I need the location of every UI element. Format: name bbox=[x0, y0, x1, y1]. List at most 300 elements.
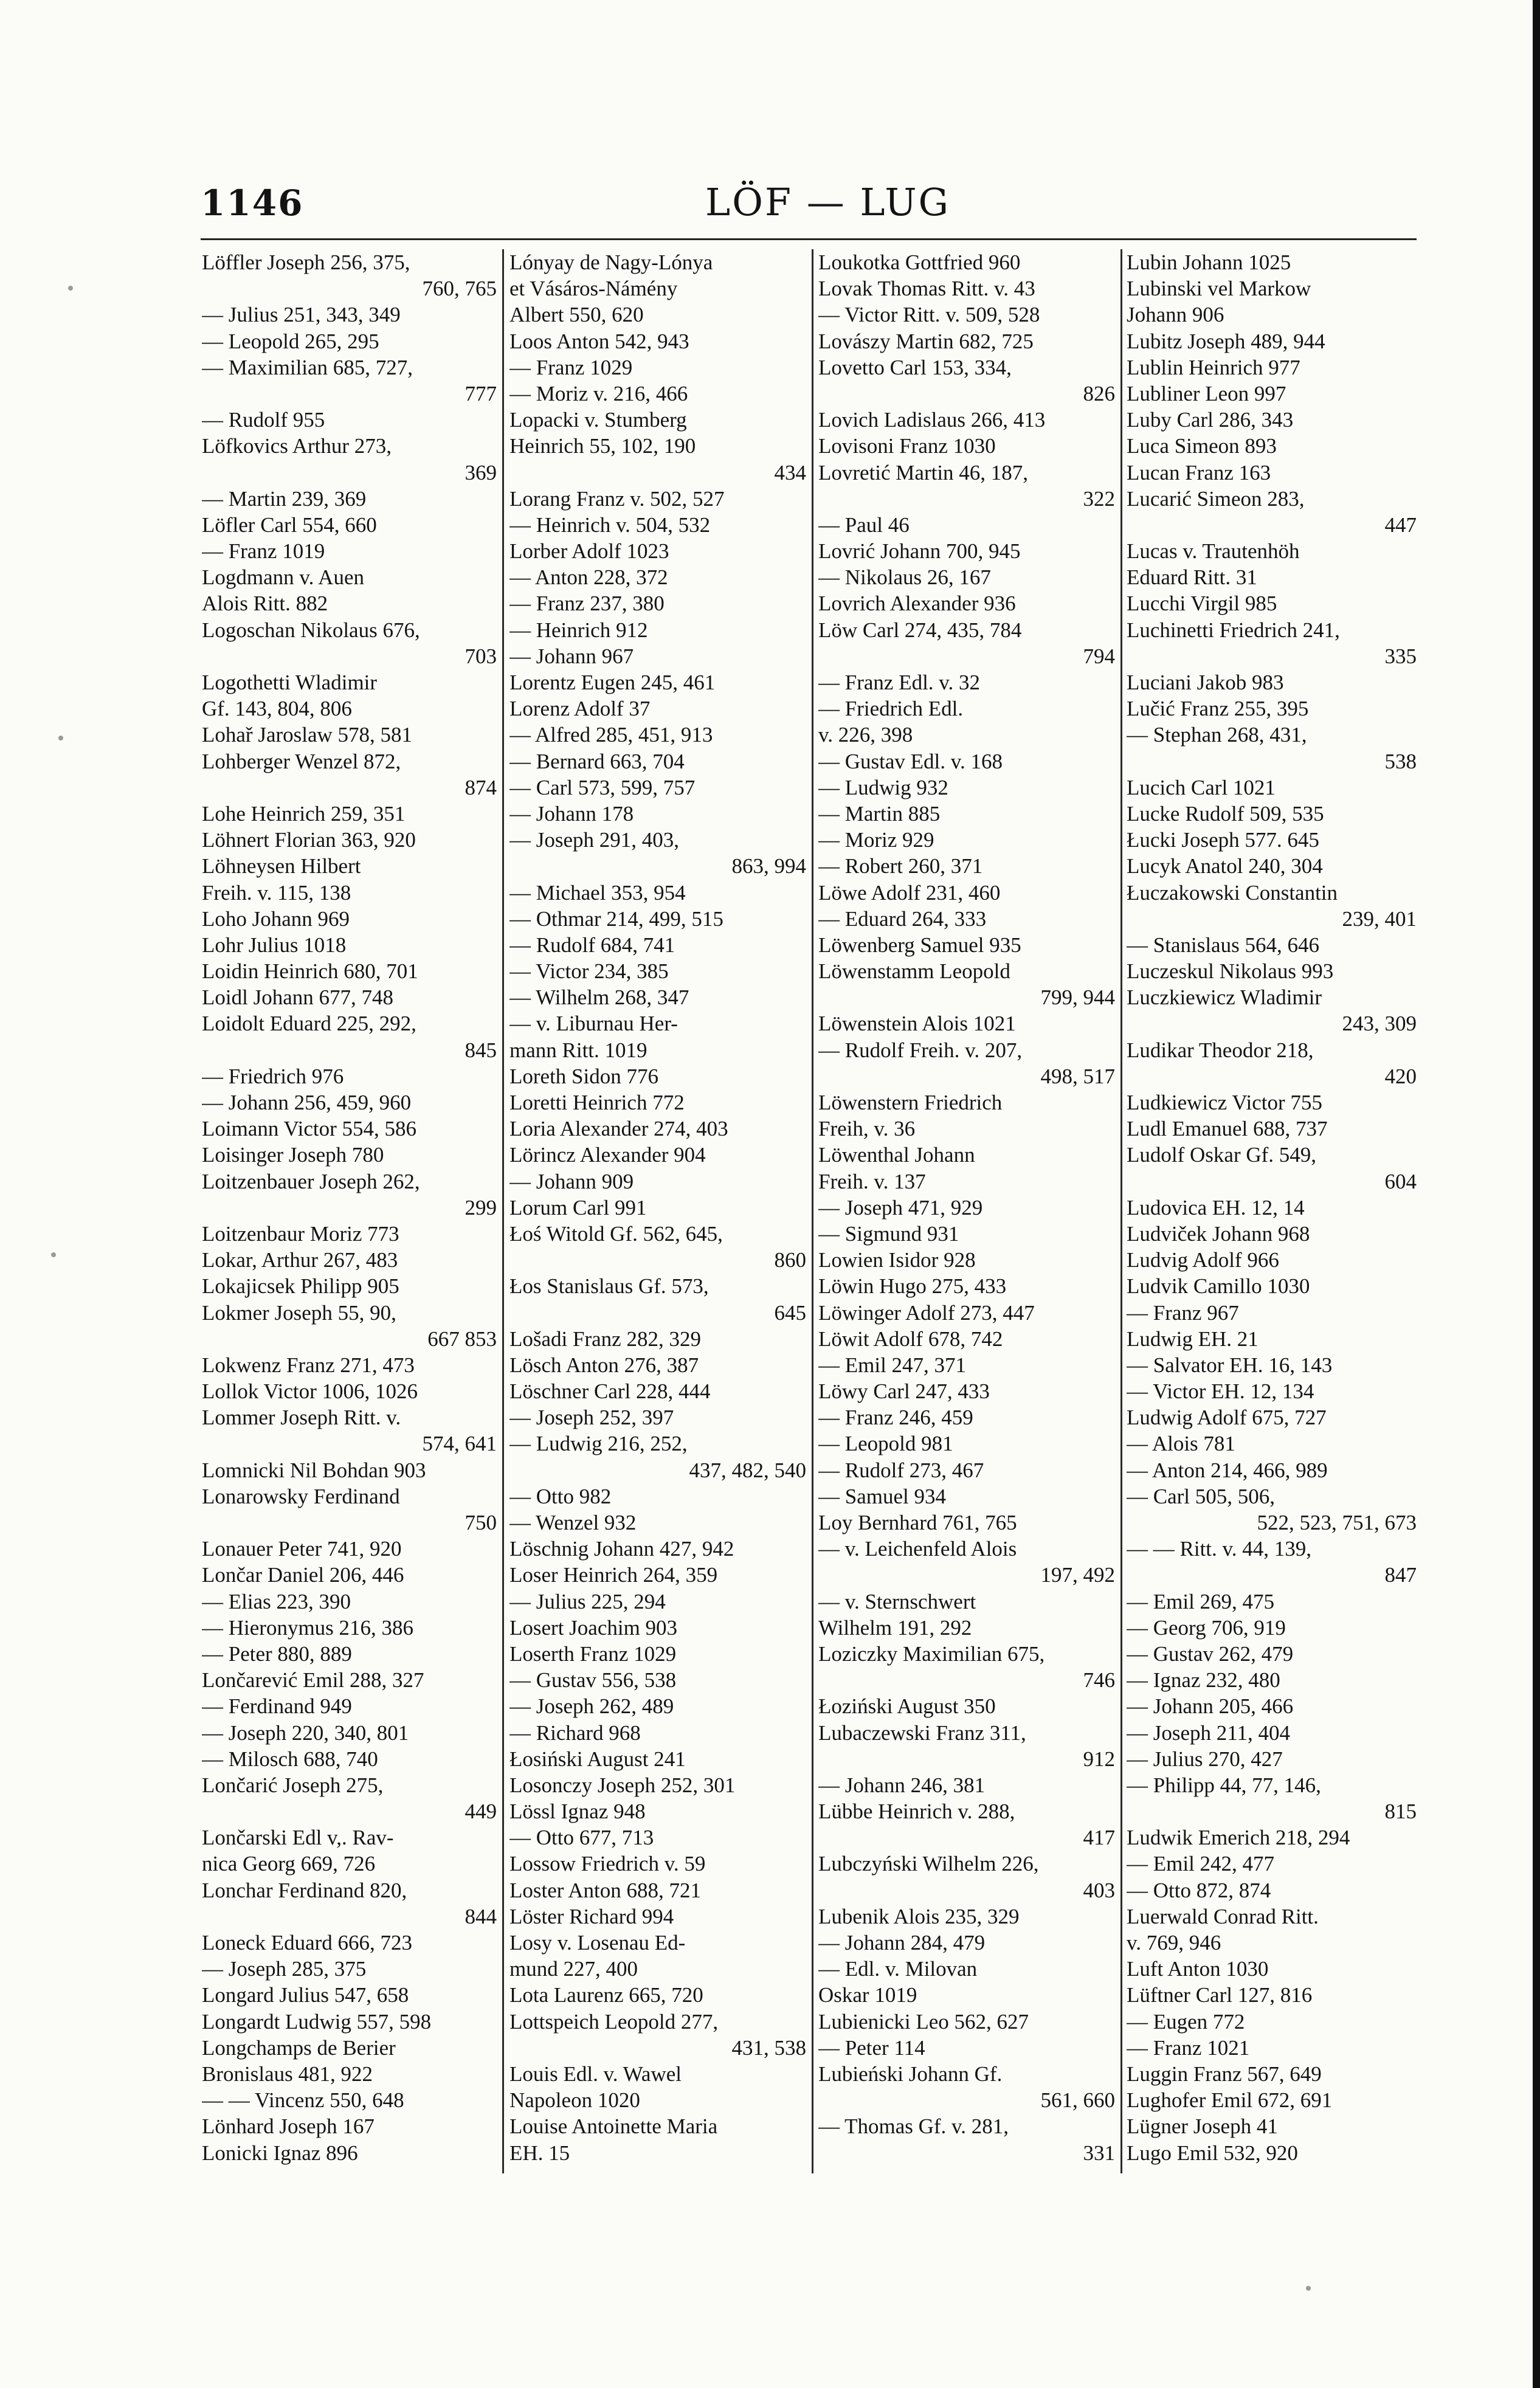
index-entry: Gf. 143, 804, 806 bbox=[202, 697, 352, 721]
index-entry: Longardt Ludwig 557, 598 bbox=[202, 2009, 432, 2034]
index-entry: Lorentz Eugen 245, 461 bbox=[509, 671, 716, 694]
index-entry: Loitzenbaur Moriz 773 bbox=[202, 1221, 399, 1246]
index-entry: Lónyay de Nagy-Lónya bbox=[509, 250, 713, 274]
entry-continuation: 434 bbox=[774, 460, 806, 485]
index-entry: Lucchi Virgil 985 bbox=[1127, 592, 1277, 616]
header-rule bbox=[201, 238, 1417, 240]
index-entry: — Joseph 471, 929 bbox=[818, 1195, 983, 1220]
index-entry: Löw Carl 274, 435, 784 bbox=[818, 618, 1022, 642]
index-entry: v. 226, 398 bbox=[818, 723, 913, 747]
index-entry: mund 227, 400 bbox=[509, 1957, 638, 1981]
index-entry: — Milosch 688, 740 bbox=[202, 1747, 378, 1771]
index-entry: Löwe Adolf 231, 460 bbox=[818, 880, 1001, 905]
index-entry: Lucke Rudolf 509, 535 bbox=[1127, 801, 1324, 826]
index-entry: Loy Bernhard 761, 765 bbox=[818, 1511, 1017, 1534]
index-entry: — Johann 205, 466 bbox=[1127, 1694, 1294, 1719]
entry-continuation: 863, 994 bbox=[731, 854, 806, 878]
index-entry: — Samuel 934 bbox=[818, 1484, 946, 1508]
index-entry: — Otto 677, 713 bbox=[509, 1826, 654, 1850]
index-entry: Logdmann v. Auen bbox=[202, 565, 364, 590]
index-entry: Lucas v. Trautenhöh bbox=[1127, 539, 1300, 564]
index-entry: Louis Edl. v. Wawel bbox=[509, 2062, 682, 2086]
index-entry: — Gustav Edl. v. 168 bbox=[818, 749, 1003, 773]
index-entry: — Victor EH. 12, 134 bbox=[1127, 1379, 1314, 1404]
index-entry: Lubczyński Wilhelm 226, bbox=[818, 1852, 1039, 1876]
index-entry: Loser Heinrich 264, 359 bbox=[509, 1563, 718, 1587]
index-entry: Lučić Franz 255, 395 bbox=[1127, 697, 1309, 721]
index-entry: Lovich Ladislaus 266, 413 bbox=[818, 408, 1046, 432]
index-entry: Loreth Sidon 776 bbox=[509, 1064, 658, 1088]
index-entry: Lublin Heinrich 977 bbox=[1127, 355, 1300, 379]
index-entry: — Eugen 772 bbox=[1127, 2009, 1245, 2034]
index-entry: Lubaczewski Franz 311, bbox=[818, 1720, 1026, 1745]
index-entry: Loho Johann 969 bbox=[202, 906, 350, 931]
index-entry: — Franz 967 bbox=[1127, 1300, 1239, 1325]
index-entry: Ludwik Emerich 218, 294 bbox=[1127, 1826, 1350, 1850]
index-entry: Logoschan Nikolaus 676, bbox=[202, 618, 420, 642]
index-entry: Löwy Carl 247, 433 bbox=[818, 1379, 990, 1404]
index-entry: Łos Stanislaus Gf. 573, bbox=[509, 1274, 709, 1299]
index-entry: Longard Julius 547, 658 bbox=[202, 1983, 409, 2007]
index-entry: Freih. v. 137 bbox=[818, 1169, 926, 1193]
index-entry: v. 769, 946 bbox=[1127, 1931, 1221, 1955]
index-entry: — Edl. v. Milovan bbox=[818, 1957, 978, 1981]
index-entry: — Leopold 981 bbox=[818, 1432, 953, 1456]
entry-continuation: 403 bbox=[1083, 1878, 1115, 1902]
index-entry: Lorum Carl 991 bbox=[509, 1195, 647, 1220]
index-entry: Lovrich Alexander 936 bbox=[818, 592, 1016, 616]
index-entry: — Moriz 929 bbox=[818, 828, 934, 852]
index-entry: — Franz 1029 bbox=[509, 355, 633, 379]
index-entry: mann Ritt. 1019 bbox=[509, 1038, 647, 1062]
index-entry: Logothetti Wladimir bbox=[202, 671, 378, 694]
index-entry: Ludvig Adolf 966 bbox=[1127, 1248, 1279, 1272]
index-entry: Łoziński August 350 bbox=[818, 1694, 996, 1719]
index-entry: Luggin Franz 567, 649 bbox=[1127, 2062, 1322, 2086]
index-entry: — Johann 178 bbox=[509, 801, 634, 826]
index-entry: Ludl Emanuel 688, 737 bbox=[1127, 1117, 1328, 1141]
index-entry: Lughofer Emil 672, 691 bbox=[1127, 2088, 1333, 2113]
entry-continuation: 239, 401 bbox=[1342, 906, 1417, 931]
index-entry: — Joseph 252, 397 bbox=[509, 1406, 674, 1430]
index-entry: Lohař Jaroslaw 578, 581 bbox=[202, 723, 413, 747]
entry-continuation: 243, 309 bbox=[1342, 1012, 1417, 1036]
index-entry: Lohr Julius 1018 bbox=[202, 933, 347, 957]
index-entry: — Hieronymus 216, 386 bbox=[202, 1615, 414, 1640]
index-entry: Löster Richard 994 bbox=[509, 1904, 674, 1928]
index-entry: Łucki Joseph 577. 645 bbox=[1127, 828, 1319, 852]
index-entry: Löfler Carl 554, 660 bbox=[202, 512, 377, 537]
index-entry: Ludolf Oskar Gf. 549, bbox=[1127, 1143, 1317, 1167]
index-entry: — Anton 228, 372 bbox=[509, 565, 668, 590]
index-entry: — — Vincenz 550, 648 bbox=[202, 2088, 404, 2113]
index-entry: — Gustav 556, 538 bbox=[509, 1668, 677, 1693]
index-entry: Luczeskul Nikolaus 993 bbox=[1127, 959, 1334, 984]
index-entry: Bronislaus 481, 922 bbox=[202, 2062, 373, 2086]
index-entry: Lowien Isidor 928 bbox=[818, 1248, 976, 1272]
entry-continuation: 815 bbox=[1384, 1800, 1417, 1824]
index-entry: — Victor Ritt. v. 509, 528 bbox=[818, 303, 1040, 327]
index-entry: — Franz 1019 bbox=[202, 539, 325, 564]
index-entry: Luczkiewicz Wladimir bbox=[1127, 985, 1322, 1010]
index-entry: Löwenthal Johann bbox=[818, 1143, 975, 1167]
entry-continuation: 574, 641 bbox=[422, 1432, 497, 1456]
index-entry: — Stanislaus 564, 646 bbox=[1127, 933, 1319, 957]
index-entry: Lörincz Alexander 904 bbox=[509, 1143, 706, 1167]
index-entry: Lübbe Heinrich v. 288, bbox=[818, 1800, 1015, 1824]
index-entry: Lucan Franz 163 bbox=[1127, 460, 1271, 485]
index-entry: et Vásáros-Námény bbox=[509, 277, 678, 301]
index-entry: Loidin Heinrich 680, 701 bbox=[202, 959, 418, 984]
index-entry: Lokar, Arthur 267, 483 bbox=[202, 1248, 398, 1272]
index-entry: — Joseph 291, 403, bbox=[509, 828, 680, 852]
index-entry: Loster Anton 688, 721 bbox=[509, 1878, 701, 1902]
index-column-2 bbox=[509, 249, 806, 2173]
column-divider bbox=[502, 249, 504, 2173]
index-entry: — Wenzel 932 bbox=[509, 1511, 637, 1534]
index-entry: Luchinetti Friedrich 241, bbox=[1127, 618, 1340, 642]
index-column-3 bbox=[818, 249, 1115, 2173]
index-entry: nica Georg 669, 726 bbox=[202, 1852, 376, 1876]
index-entry: — Salvator EH. 16, 143 bbox=[1127, 1353, 1333, 1377]
index-entry: Lončarski Edl v,. Rav- bbox=[202, 1826, 394, 1850]
index-entry: Heinrich 55, 102, 190 bbox=[509, 434, 696, 458]
index-entry: — Heinrich v. 504, 532 bbox=[509, 512, 711, 537]
index-entry: Louise Antoinette Maria bbox=[509, 2114, 718, 2139]
index-entry: — Eduard 264, 333 bbox=[818, 906, 987, 931]
index-entry: Lonicki Ignaz 896 bbox=[202, 2141, 358, 2165]
index-entry: Löschnig Johann 427, 942 bbox=[509, 1537, 734, 1561]
entry-continuation: 826 bbox=[1083, 381, 1115, 405]
index-entry: — Martin 239, 369 bbox=[202, 486, 367, 511]
entry-continuation: 874 bbox=[464, 775, 497, 799]
index-entry: Lugo Emil 532, 920 bbox=[1127, 2141, 1298, 2165]
entry-continuation: 794 bbox=[1083, 644, 1115, 668]
entry-continuation: 420 bbox=[1384, 1064, 1417, 1088]
index-entry: — Peter 114 bbox=[818, 2035, 925, 2060]
index-entry: — Alfred 285, 451, 913 bbox=[509, 723, 713, 747]
entry-continuation: 799, 944 bbox=[1040, 985, 1115, 1010]
index-entry: Loziczky Maximilian 675, bbox=[818, 1641, 1045, 1666]
index-entry: Lossow Friedrich v. 59 bbox=[509, 1852, 706, 1876]
index-entry: Luciani Jakob 983 bbox=[1127, 671, 1284, 694]
index-entry: Lokajicsek Philipp 905 bbox=[202, 1274, 399, 1299]
index-entry: Löwin Hugo 275, 433 bbox=[818, 1274, 1007, 1299]
index-entry: Luft Anton 1030 bbox=[1127, 1957, 1269, 1981]
entry-continuation: 331 bbox=[1083, 2141, 1115, 2165]
index-entry: — Peter 880, 889 bbox=[202, 1641, 352, 1666]
index-entry: Lovretić Martin 46, 187, bbox=[818, 460, 1029, 485]
index-entry: Losert Joachim 903 bbox=[509, 1615, 678, 1640]
index-entry: — Nikolaus 26, 167 bbox=[818, 565, 991, 590]
index-entry: — Anton 214, 466, 989 bbox=[1127, 1458, 1328, 1482]
index-entry: — Franz 246, 459 bbox=[818, 1406, 973, 1430]
index-entry: Ludkiewicz Victor 755 bbox=[1127, 1091, 1322, 1114]
entry-continuation: 335 bbox=[1384, 644, 1417, 668]
index-entry: Ludviček Johann 968 bbox=[1127, 1221, 1310, 1246]
index-entry: Löhnert Florian 363, 920 bbox=[202, 828, 416, 852]
index-entry: — Otto 872, 874 bbox=[1127, 1878, 1271, 1902]
index-entry: — Georg 706, 919 bbox=[1127, 1615, 1286, 1640]
index-entry: Lončar Daniel 206, 446 bbox=[202, 1563, 404, 1587]
index-entry: — Wilhelm 268, 347 bbox=[509, 985, 689, 1010]
index-entry: — Rudolf Freih. v. 207, bbox=[818, 1038, 1023, 1062]
entry-continuation: 197, 492 bbox=[1040, 1563, 1115, 1587]
index-entry: Loos Anton 542, 943 bbox=[509, 329, 689, 353]
index-entry: Loimann Victor 554, 586 bbox=[202, 1117, 417, 1141]
index-entry: — Ludwig 932 bbox=[818, 775, 948, 799]
index-entry: — Joseph 220, 340, 801 bbox=[202, 1720, 409, 1745]
index-entry: Luby Carl 286, 343 bbox=[1127, 408, 1294, 432]
index-entry: Alois Ritt. 882 bbox=[202, 592, 328, 616]
index-entry: — Emil 269, 475 bbox=[1127, 1589, 1275, 1613]
index-entry: Lota Laurenz 665, 720 bbox=[509, 1983, 703, 2007]
index-entry: Lommer Joseph Ritt. v. bbox=[202, 1406, 401, 1430]
entry-continuation: 667 853 bbox=[427, 1327, 497, 1351]
index-entry: — Johann 284, 479 bbox=[818, 1931, 986, 1955]
entry-continuation: 322 bbox=[1083, 486, 1115, 511]
index-entry: — Julius 251, 343, 349 bbox=[202, 303, 401, 327]
index-entry: Lubitz Joseph 489, 944 bbox=[1127, 329, 1325, 353]
index-entry: — Otto 982 bbox=[509, 1484, 612, 1508]
index-entry: Loukotka Gottfried 960 bbox=[818, 250, 1021, 274]
index-entry: Lubieński Johann Gf. bbox=[818, 2062, 1003, 2086]
page-number: 1146 bbox=[201, 182, 304, 224]
index-entry: — — Ritt. v. 44, 139, bbox=[1127, 1537, 1311, 1561]
index-entry: Ludovica EH. 12, 14 bbox=[1127, 1195, 1305, 1220]
index-entry: Lottspeich Leopold 277, bbox=[509, 2009, 719, 2034]
entry-continuation: 522, 523, 751, 673 bbox=[1257, 1511, 1417, 1534]
index-entry: — Gustav 262, 479 bbox=[1127, 1641, 1294, 1666]
index-entry: Lopacki v. Stumberg bbox=[509, 408, 687, 432]
entry-continuation: 538 bbox=[1384, 749, 1417, 773]
index-entry: Lorang Franz v. 502, 527 bbox=[509, 486, 725, 511]
index-entry: Lokwenz Franz 271, 473 bbox=[202, 1353, 415, 1377]
index-entry: Oskar 1019 bbox=[818, 1983, 917, 2007]
index-entry: — Joseph 285, 375 bbox=[202, 1957, 367, 1981]
index-entry: — Franz 237, 380 bbox=[509, 592, 665, 616]
index-entry: Lonauer Peter 741, 920 bbox=[202, 1537, 402, 1561]
page-edge-shadow bbox=[1533, 0, 1540, 2388]
index-entry: Löschner Carl 228, 444 bbox=[509, 1379, 711, 1404]
index-entry: Losy v. Losenau Ed- bbox=[509, 1931, 686, 1955]
index-entry: — Richard 968 bbox=[509, 1720, 641, 1745]
index-entry: Lončarić Joseph 275, bbox=[202, 1773, 384, 1797]
index-entry: Loretti Heinrich 772 bbox=[509, 1091, 685, 1114]
index-column-1 bbox=[202, 249, 497, 2173]
index-entry: Longchamps de Berier bbox=[202, 2035, 396, 2060]
index-entry: Loneck Eduard 666, 723 bbox=[202, 1931, 413, 1955]
index-entry: Łosiński August 241 bbox=[509, 1747, 686, 1771]
index-column-4 bbox=[1127, 249, 1417, 2173]
index-entry: — Joseph 262, 489 bbox=[509, 1694, 674, 1719]
index-entry: — Thomas Gf. v. 281, bbox=[818, 2114, 1009, 2139]
index-entry: Lubin Johann 1025 bbox=[1127, 250, 1291, 274]
index-entry: Lucyk Anatol 240, 304 bbox=[1127, 854, 1323, 878]
index-entry: Łuczakowski Constantin bbox=[1127, 880, 1338, 905]
index-entry: Freih. v. 115, 138 bbox=[202, 880, 351, 905]
index-entry: Lorenz Adolf 37 bbox=[509, 697, 651, 721]
index-entry: Loria Alexander 274, 403 bbox=[509, 1117, 728, 1141]
paper-speck bbox=[1306, 2286, 1311, 2291]
entry-continuation: 845 bbox=[464, 1038, 497, 1062]
entry-continuation: 912 bbox=[1083, 1747, 1115, 1771]
index-entry: Lokmer Joseph 55, 90, bbox=[202, 1300, 396, 1325]
entry-continuation: 417 bbox=[1083, 1826, 1115, 1850]
index-entry: — Alois 781 bbox=[1127, 1432, 1235, 1456]
index-entry: — Ferdinand 949 bbox=[202, 1694, 352, 1719]
entry-continuation: 449 bbox=[464, 1800, 497, 1824]
index-entry: Lovisoni Franz 1030 bbox=[818, 434, 996, 458]
index-entry: Löffler Joseph 256, 375, bbox=[202, 250, 410, 274]
index-entry: — Ludwig 216, 252, bbox=[509, 1432, 688, 1456]
index-entry: Lošadi Franz 282, 329 bbox=[509, 1327, 701, 1351]
index-entry: Wilhelm 191, 292 bbox=[818, 1615, 972, 1640]
entry-continuation: 760, 765 bbox=[422, 277, 497, 301]
index-entry: EH. 15 bbox=[509, 2141, 570, 2165]
index-entry: — Joseph 211, 404 bbox=[1127, 1720, 1290, 1745]
index-entry: Napoleon 1020 bbox=[509, 2088, 640, 2113]
index-entry: — Sigmund 931 bbox=[818, 1221, 959, 1246]
index-entry: Lügner Joseph 41 bbox=[1127, 2114, 1278, 2139]
index-entry: Lucich Carl 1021 bbox=[1127, 775, 1276, 799]
index-entry: Luerwald Conrad Ritt. bbox=[1127, 1904, 1319, 1928]
index-entry: — Victor 234, 385 bbox=[509, 959, 669, 984]
index-entry: — Johann 256, 459, 960 bbox=[202, 1091, 412, 1114]
index-entry: — v. Sternschwert bbox=[818, 1589, 976, 1613]
index-entry: Lucarić Simeon 283, bbox=[1127, 486, 1305, 511]
index-entry: — Julius 225, 294 bbox=[509, 1589, 666, 1613]
index-entry: Löwinger Adolf 273, 447 bbox=[818, 1300, 1035, 1325]
index-entry: Löhneysen Hilbert bbox=[202, 854, 361, 878]
entry-continuation: 437, 482, 540 bbox=[689, 1458, 806, 1482]
index-entry: — Paul 46 bbox=[818, 512, 910, 537]
index-entry: Lonchar Ferdinand 820, bbox=[202, 1878, 407, 1902]
index-entry: Lössl Ignaz 948 bbox=[509, 1800, 646, 1824]
index-entry: Löwit Adolf 678, 742 bbox=[818, 1327, 1003, 1351]
index-entry: Loisinger Joseph 780 bbox=[202, 1143, 384, 1167]
index-entry: Lorber Adolf 1023 bbox=[509, 539, 669, 564]
index-entry: — Carl 573, 599, 757 bbox=[509, 775, 696, 799]
entry-continuation: 860 bbox=[774, 1248, 806, 1272]
index-entry: Freih, v. 36 bbox=[818, 1117, 916, 1141]
paper-speck bbox=[58, 736, 63, 740]
index-entry: Luca Simeon 893 bbox=[1127, 434, 1277, 458]
index-entry: Lubenik Alois 235, 329 bbox=[818, 1904, 1020, 1928]
index-entry: Lonarowsky Ferdinand bbox=[202, 1484, 400, 1508]
index-entry: Lomnicki Nil Bohdan 903 bbox=[202, 1458, 426, 1482]
index-entry: Löwenstein Alois 1021 bbox=[818, 1012, 1016, 1036]
index-entry: — v. Leichenfeld Alois bbox=[818, 1537, 1017, 1561]
index-entry: — Bernard 663, 704 bbox=[509, 749, 685, 773]
index-entry: Lönhard Joseph 167 bbox=[202, 2114, 375, 2139]
entry-continuation: 750 bbox=[464, 1511, 497, 1534]
index-entry: — Stephan 268, 431, bbox=[1127, 723, 1307, 747]
index-entry: — Johann 967 bbox=[509, 644, 634, 668]
entry-continuation: 703 bbox=[464, 644, 497, 668]
index-entry: Lovetto Carl 153, 334, bbox=[818, 355, 1012, 379]
index-entry: — Friedrich 976 bbox=[202, 1064, 344, 1088]
index-entry: Eduard Ritt. 31 bbox=[1127, 565, 1257, 590]
index-entry: — Othmar 214, 499, 515 bbox=[509, 906, 723, 931]
column-divider bbox=[812, 249, 813, 2173]
index-entry: Ludwig Adolf 675, 727 bbox=[1127, 1406, 1327, 1430]
entry-continuation: 447 bbox=[1384, 512, 1417, 537]
index-entry: Lubinski vel Markow bbox=[1127, 277, 1311, 301]
entry-continuation: 498, 517 bbox=[1040, 1064, 1115, 1088]
index-entry: Loidolt Eduard 225, 292, bbox=[202, 1012, 416, 1036]
index-entry: Löfkovics Arthur 273, bbox=[202, 434, 392, 458]
index-entry: Loserth Franz 1029 bbox=[509, 1641, 677, 1666]
index-entry: Łoś Witold Gf. 562, 645, bbox=[509, 1221, 723, 1246]
index-entry: Loidl Johann 677, 748 bbox=[202, 985, 393, 1010]
index-entry: Losonczy Joseph 252, 301 bbox=[509, 1773, 736, 1797]
name-index-columns bbox=[201, 249, 1417, 2176]
running-head: LÖF — LUG bbox=[705, 180, 950, 224]
index-entry: Lončarević Emil 288, 327 bbox=[202, 1668, 424, 1693]
index-entry: Lüftner Carl 127, 816 bbox=[1127, 1983, 1313, 2007]
index-entry: — Michael 353, 954 bbox=[509, 880, 686, 905]
index-entry: — Maximilian 685, 727, bbox=[202, 355, 413, 379]
index-entry: — Johann 246, 381 bbox=[818, 1773, 986, 1797]
index-entry: Lösch Anton 276, 387 bbox=[509, 1353, 699, 1377]
index-entry: — v. Liburnau Her- bbox=[509, 1012, 678, 1036]
index-entry: Lubliner Leon 997 bbox=[1127, 381, 1286, 405]
index-entry: Lubienicki Leo 562, 627 bbox=[818, 2009, 1029, 2034]
entry-continuation: 604 bbox=[1384, 1169, 1417, 1193]
entry-continuation: 844 bbox=[464, 1904, 497, 1928]
index-entry: — Carl 505, 506, bbox=[1127, 1484, 1276, 1508]
index-entry: — Heinrich 912 bbox=[509, 618, 648, 642]
index-entry: Ludwig EH. 21 bbox=[1127, 1327, 1259, 1351]
index-entry: — Friedrich Edl. bbox=[818, 697, 964, 721]
index-entry: Albert 550, 620 bbox=[509, 303, 644, 327]
paper-speck bbox=[68, 286, 73, 291]
index-entry: Lovászy Martin 682, 725 bbox=[818, 329, 1034, 353]
index-entry: Ludikar Theodor 218, bbox=[1127, 1038, 1314, 1062]
entry-continuation: 777 bbox=[464, 381, 497, 405]
index-entry: Ludvik Camillo 1030 bbox=[1127, 1274, 1310, 1299]
entry-continuation: 431, 538 bbox=[731, 2035, 806, 2060]
index-entry: — Rudolf 955 bbox=[202, 408, 325, 432]
entry-continuation: 299 bbox=[464, 1195, 497, 1220]
index-entry: Lohe Heinrich 259, 351 bbox=[202, 801, 406, 826]
index-entry: Lovrić Johann 700, 945 bbox=[818, 539, 1021, 564]
entry-continuation: 746 bbox=[1083, 1668, 1115, 1693]
column-divider bbox=[1120, 249, 1122, 2173]
index-entry: Löwenberg Samuel 935 bbox=[818, 933, 1021, 957]
index-entry: — Martin 885 bbox=[818, 801, 941, 826]
index-entry: Lohberger Wenzel 872, bbox=[202, 749, 401, 773]
index-entry: — Franz 1021 bbox=[1127, 2035, 1250, 2060]
index-entry: — Robert 260, 371 bbox=[818, 854, 983, 878]
index-entry: — Elias 223, 390 bbox=[202, 1589, 351, 1613]
index-entry: Lollok Victor 1006, 1026 bbox=[202, 1379, 418, 1404]
index-entry: — Ignaz 232, 480 bbox=[1127, 1668, 1280, 1693]
entry-continuation: 847 bbox=[1384, 1563, 1417, 1587]
index-entry: — Philipp 44, 77, 146, bbox=[1127, 1773, 1321, 1797]
index-entry: — Leopold 265, 295 bbox=[202, 329, 379, 353]
index-entry: — Johann 909 bbox=[509, 1169, 634, 1193]
index-entry: Loitzenbauer Joseph 262, bbox=[202, 1169, 420, 1193]
index-entry: Löwenstamm Leopold bbox=[818, 959, 1010, 984]
index-entry: Lovak Thomas Ritt. v. 43 bbox=[818, 277, 1035, 301]
index-entry: — Emil 242, 477 bbox=[1127, 1852, 1275, 1876]
index-entry: — Emil 247, 371 bbox=[818, 1353, 967, 1377]
entry-continuation: 369 bbox=[464, 460, 497, 485]
index-entry: Johann 906 bbox=[1127, 303, 1224, 327]
index-entry: — Julius 270, 427 bbox=[1127, 1747, 1283, 1771]
